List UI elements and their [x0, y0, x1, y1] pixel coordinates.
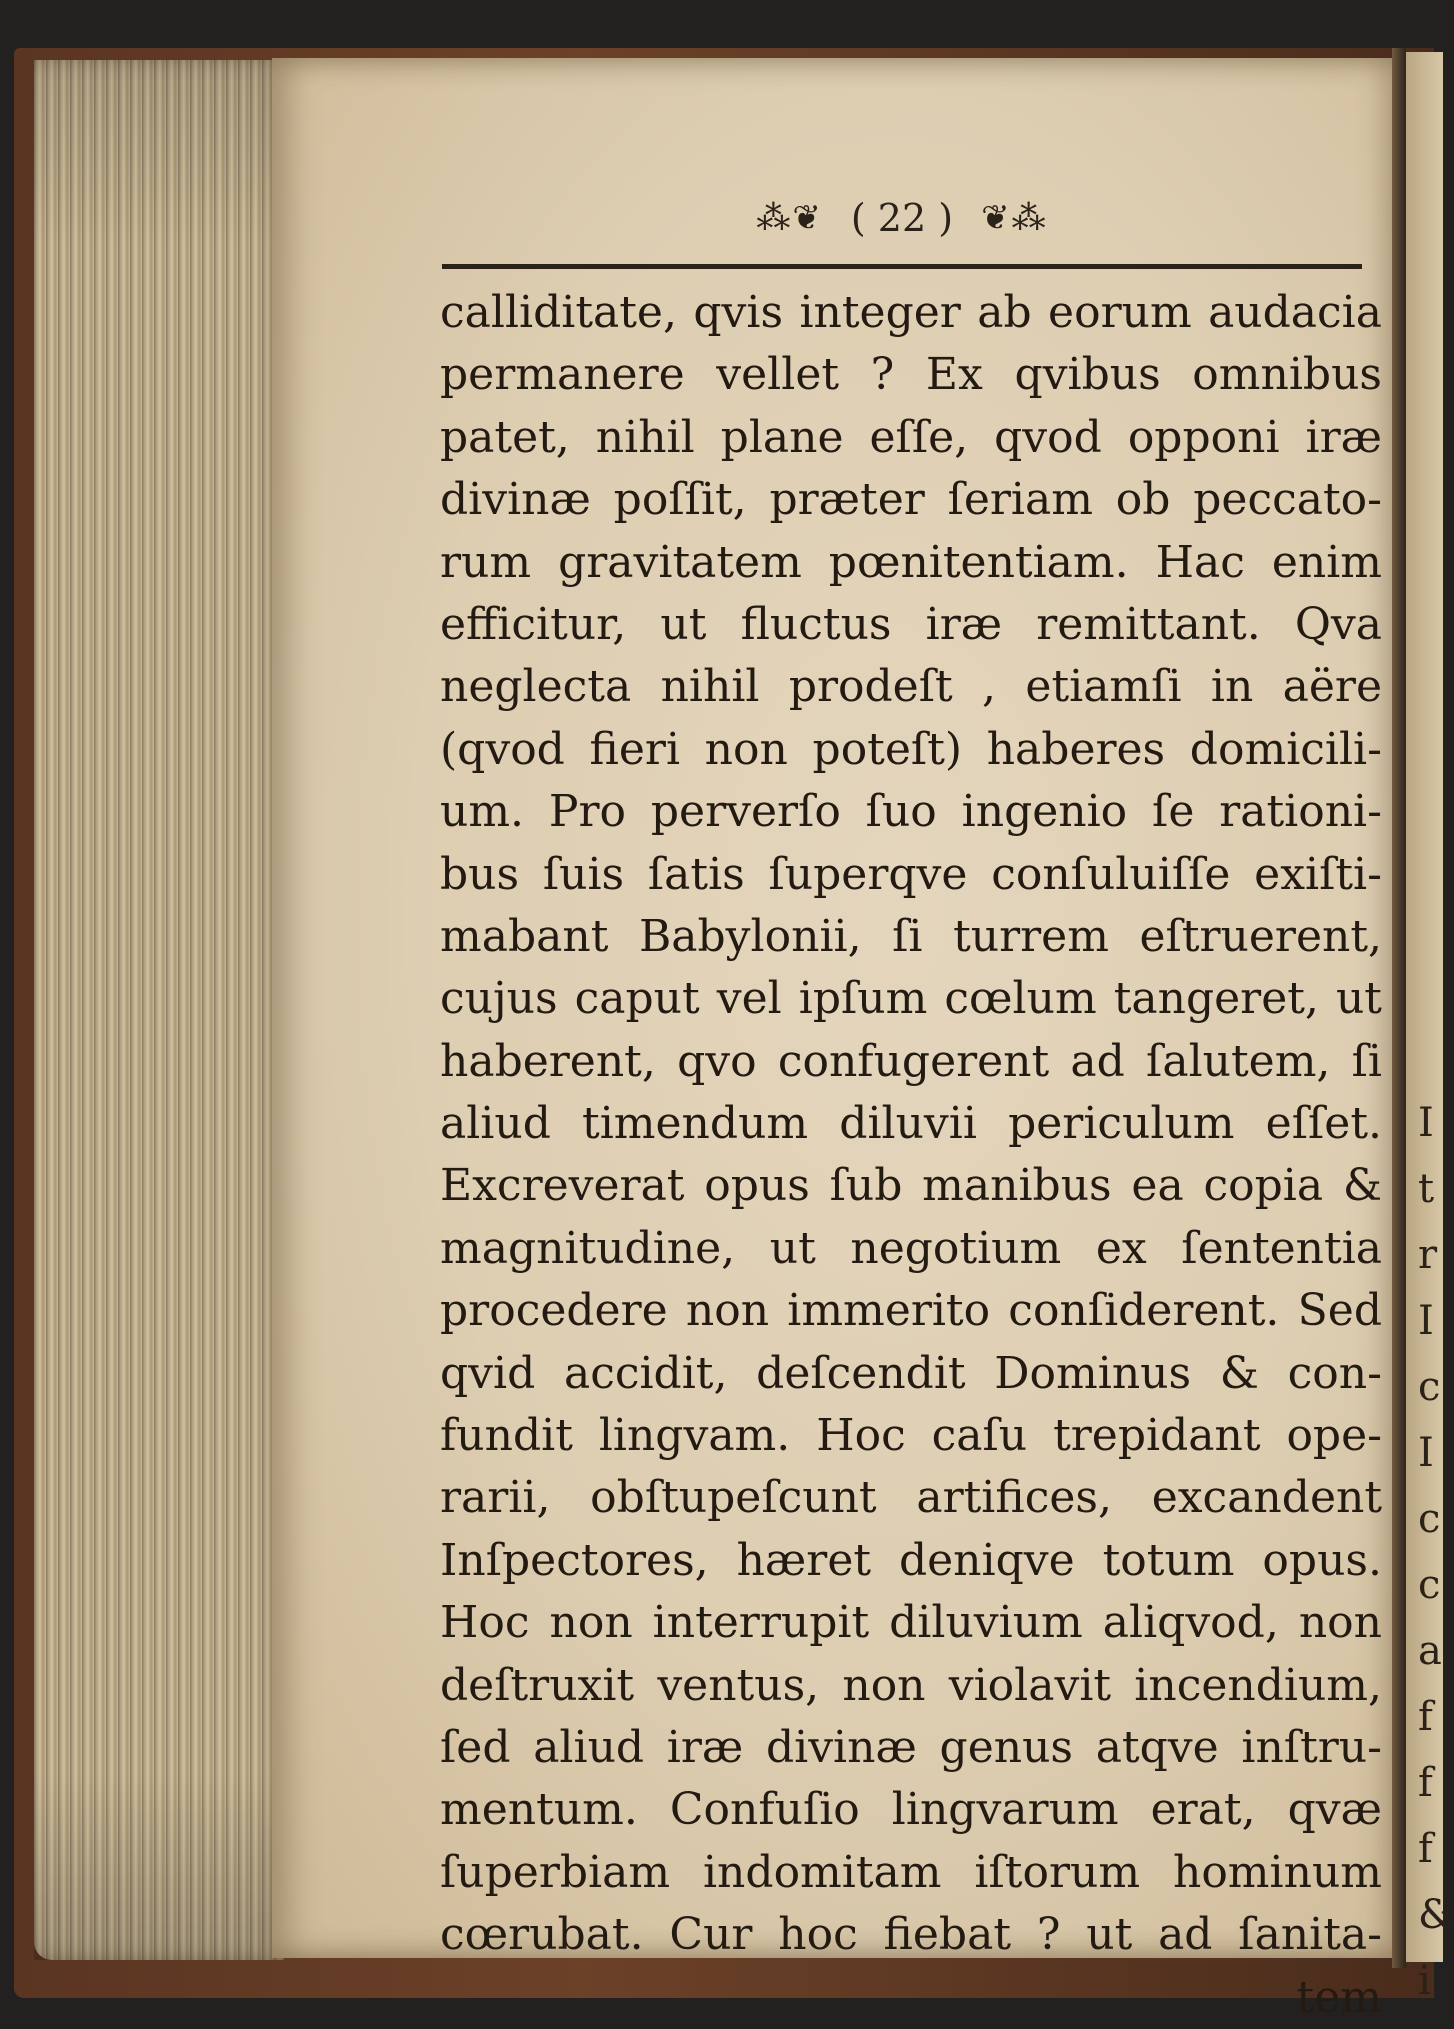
text-line: (qvod fieri non poteſt) haberes domicili- [440, 723, 1382, 775]
text-line: rarii, obſtupeſcunt artifices, excandent [440, 1472, 1382, 1524]
text-line: ſuperbiam indomitam iſtorum hominum [440, 1846, 1382, 1898]
text-line: Excreverat opus ſub manibus ea copia & [440, 1160, 1382, 1212]
facing-page-letter: r [1418, 1232, 1438, 1278]
ornament-left-icon: ⁂❦ [756, 197, 823, 238]
text-line: patet, nihil plane eſſe, qvod opponi iræ [440, 411, 1382, 463]
facing-page-letter: f [1418, 1694, 1433, 1740]
header-rule [442, 264, 1362, 269]
facing-page-letter: I [1418, 1100, 1434, 1146]
text-line: cœrubat. Cur hoc fiebat ? ut ad ſanita- [440, 1909, 1382, 1961]
text-line: permanere vellet ? Ex qvibus omnibus [440, 349, 1382, 401]
text-line: Hoc non interrupit diluvium aliqvod, non [440, 1597, 1382, 1649]
facing-page-letters [1418, 1090, 1454, 2014]
facing-page-letter: c [1418, 1496, 1441, 1542]
text-line: divinæ poſſit, præter ſeriam ob peccato- [440, 474, 1382, 526]
book-gutter [1392, 48, 1406, 1968]
facing-page-letter: i [1418, 1958, 1431, 2004]
text-line: bus ſuis ſatis ſuperqve conſuluiſſe exiſti- [440, 848, 1382, 900]
text-line: fundit lingvam. Hoc caſu trepidant ope- [440, 1410, 1382, 1462]
facing-page-letter: I [1418, 1430, 1434, 1476]
text-line: mabant Babylonii, ſi turrem eſtruerent, [440, 910, 1382, 962]
text-line: procedere non immerito conſiderent. Sed [440, 1285, 1382, 1337]
text-line: deſtruxit ventus, non violavit incendium, [440, 1659, 1382, 1711]
text-line: magnitudine, ut negotium ex ſententia [440, 1222, 1382, 1274]
facing-page-letter: c [1418, 1562, 1441, 1608]
facing-page-letter: f [1418, 1826, 1433, 1872]
facing-page-letter: f [1418, 1760, 1433, 1806]
facing-page-letter: & [1418, 1892, 1454, 1938]
catchword: tem [1296, 1971, 1382, 2023]
text-line: neglecta nihil prodeſt , etiamſi in aëre [440, 661, 1382, 713]
text-line: ſed aliud iræ divinæ genus atqve inſtru- [440, 1721, 1382, 1773]
text-line: qvid accidit, deſcendit Dominus & con- [440, 1347, 1382, 1399]
facing-page-letter: t [1418, 1166, 1435, 1212]
text-line: mentum. Confuſio lingvarum erat, qvæ [440, 1784, 1382, 1836]
text-line: Inſpectores, hæret deniqve totum opus. [440, 1534, 1382, 1586]
text-line: um. Pro perverſo ſuo ingenio ſe rationi- [440, 786, 1382, 838]
facing-page-letter: c [1418, 1364, 1441, 1410]
body-text [440, 282, 1382, 2029]
text-line: calliditate, qvis integer ab eorum audacia [440, 287, 1382, 338]
text-line: aliud timendum diluvii periculum eſſet. [440, 1098, 1382, 1150]
text-line: cujus caput vel ipſum cœlum tangeret, ut [440, 973, 1382, 1025]
page-block-edges [34, 60, 284, 1960]
page-number: ( 22 ) [850, 195, 954, 240]
text-line: haberent, qvo confugerent ad ſalutem, ſi [440, 1035, 1382, 1087]
running-head [442, 192, 1362, 252]
text-line: efficitur, ut fluctus iræ remittant. Qva [440, 598, 1382, 650]
facing-page-letter: I [1418, 1298, 1434, 1344]
ornament-right-icon: ❦⁂ [981, 197, 1048, 238]
text-line: rum gravitatem pœnitentiam. Hac enim [440, 536, 1382, 588]
facing-page-letter: a [1418, 1628, 1442, 1674]
